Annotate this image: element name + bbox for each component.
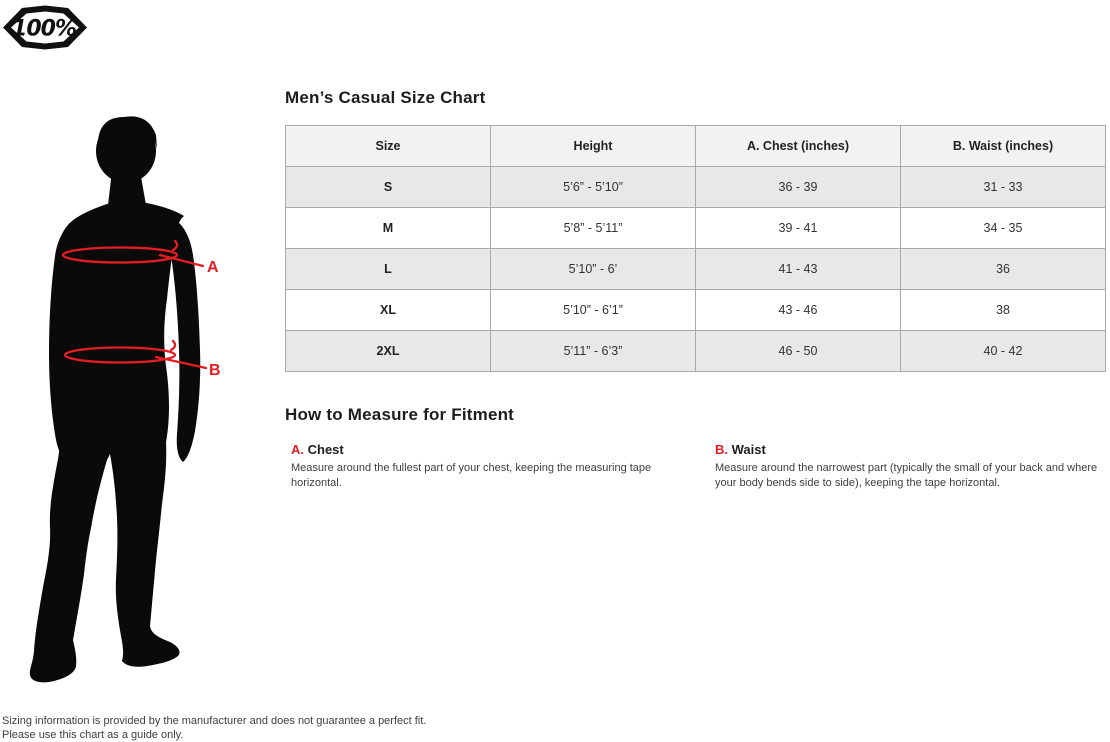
cell-chest: 43 - 46 xyxy=(696,290,901,331)
chest-description: Measure around the fullest part of your chest, keeping the measuring tape horizontal. xyxy=(291,462,652,489)
column-header-size: Size xyxy=(286,126,491,167)
chest-heading-label: Chest xyxy=(307,442,344,457)
body-silhouette xyxy=(30,116,200,682)
measure-items xyxy=(285,442,1106,512)
measure-item-heading xyxy=(715,442,1103,457)
table-row xyxy=(286,290,1106,331)
column-header-chest: A. Chest (inches) xyxy=(696,126,901,167)
waist-marker: B. xyxy=(715,442,728,457)
cell-height: 5’10” - 6’ xyxy=(491,249,696,290)
measurement-labels xyxy=(207,259,221,379)
table-row xyxy=(286,167,1106,208)
main-content xyxy=(285,88,1106,512)
waist-description: Measure around the narrowest part (typically the small of your back and where your body bends side to side), keeping the tape horizontal. xyxy=(715,462,1098,489)
table-row xyxy=(286,208,1106,249)
cell-height: 5’11” - 6’3” xyxy=(491,331,696,372)
body-silhouette-figure xyxy=(20,105,250,685)
chest-label: A xyxy=(207,259,219,276)
cell-chest: 41 - 43 xyxy=(696,249,901,290)
cell-size: 2XL xyxy=(286,331,491,372)
page-title: Men’s Casual Size Chart xyxy=(285,88,486,107)
logo-text: 100% xyxy=(12,16,76,42)
cell-waist: 38 xyxy=(901,290,1106,331)
cell-height: 5’10” - 6’1” xyxy=(491,290,696,331)
cell-chest: 39 - 41 xyxy=(696,208,901,249)
header-row xyxy=(286,126,1106,167)
size-table-header xyxy=(286,126,1106,167)
measure-item-chest xyxy=(291,442,673,491)
waist-heading-label: Waist xyxy=(731,442,766,457)
measure-item-heading xyxy=(291,442,673,457)
brand-logo xyxy=(3,5,87,50)
waist-label: B xyxy=(209,362,221,379)
neck-silhouette xyxy=(108,171,146,205)
size-table xyxy=(285,125,1106,372)
disclaimer-line-1: Sizing information is provided by the manufacturer and does not guarantee a perfect fit. xyxy=(2,715,427,727)
cell-chest: 46 - 50 xyxy=(696,331,901,372)
cell-chest: 36 - 39 xyxy=(696,167,901,208)
cell-size: L xyxy=(286,249,491,290)
cell-size: S xyxy=(286,167,491,208)
column-header-waist: B. Waist (inches) xyxy=(901,126,1106,167)
cell-height: 5’6” - 5’10” xyxy=(491,167,696,208)
cell-size: XL xyxy=(286,290,491,331)
cell-size: M xyxy=(286,208,491,249)
cell-waist: 34 - 35 xyxy=(901,208,1106,249)
disclaimer-line-2: Please use this chart as a guide only. xyxy=(2,729,184,741)
table-row xyxy=(286,331,1106,372)
disclaimer-footer xyxy=(2,714,426,742)
measure-section-title: How to Measure for Fitment xyxy=(285,405,515,424)
table-row xyxy=(286,249,1106,290)
chest-marker: A. xyxy=(291,442,304,457)
cell-waist: 40 - 42 xyxy=(901,331,1106,372)
cell-height: 5’8” - 5’11” xyxy=(491,208,696,249)
waist-arrow-curl xyxy=(171,341,175,350)
column-header-height: Height xyxy=(491,126,696,167)
cell-waist: 36 xyxy=(901,249,1106,290)
size-table-body xyxy=(286,167,1106,372)
measure-item-waist xyxy=(715,442,1103,491)
cell-waist: 31 - 33 xyxy=(901,167,1106,208)
